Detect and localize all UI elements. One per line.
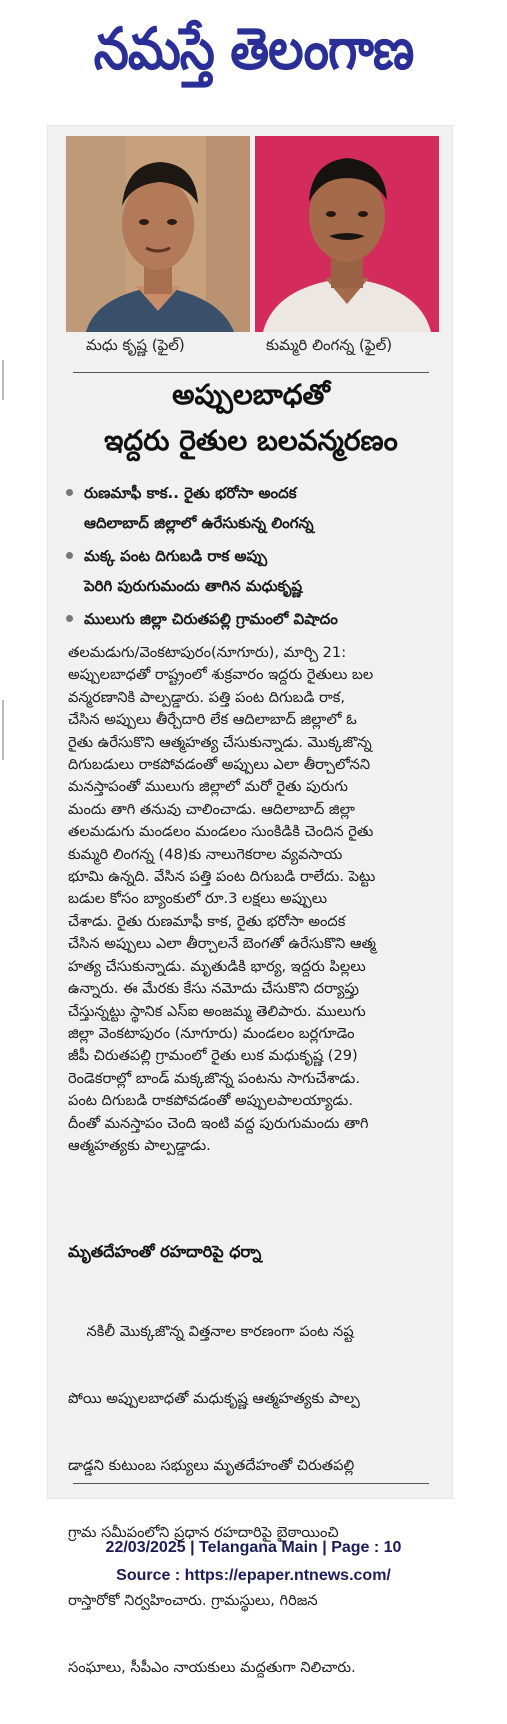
article-line: చేశాడు. రైతు రుణమాఫీ కాక, రైతు భరోసా అందక	[68, 912, 346, 930]
newspaper-title: నమస్తే తెలంగాణ	[93, 15, 414, 82]
article-line: కుమ్మరి లింగన్న (48)కు నాలుగెకరాల వ్యవసాయ	[68, 845, 343, 863]
article-line: బడుల కోసం బ్యాంకులో రూ.3 లక్షలు అప్పులు	[68, 890, 328, 908]
margin-mark	[2, 700, 4, 760]
portrait-right-image	[255, 136, 439, 332]
article-line: హత్య చేసుకున్నాడు. మృతుడికి భార్య, ఇద్దరు పిల్లలు	[68, 957, 366, 975]
bullet-text: ములుగు జిల్లా చిరుతపల్లి గ్రామంలో విషాదం	[84, 610, 338, 628]
article-line: భూమి ఉన్నది. వేసిన పత్తి పంట దిగుబడి రాలేదు. పెట్టు	[68, 868, 376, 886]
photo-kummari-linganna	[255, 136, 439, 332]
article-line: చేస్తున్నట్టు స్థానిక ఎస్ఐ అంజమ్మ తెలిపారు. ములుగు	[68, 1002, 366, 1020]
article-line: మందు తాగి తనువు చాలించాడు. ఆదిలాబాద్ జిల్లా	[68, 800, 355, 818]
photo-caption-left: మధు కృష్ణ (ఫైల్)	[86, 336, 185, 354]
article-line: తలమడుగు మండలం మండలం సుంకిడికి చెందిన రైతు	[68, 823, 374, 841]
subsection-line: సంఘాలు, సీపీఎం నాయకులు మద్దతుగా నిలిచారు.	[68, 1658, 356, 1676]
source-link[interactable]: Source : https://epaper.ntnews.com/	[116, 1567, 391, 1584]
article-line: అప్పులబాధతో రాష్ట్రంలో శుక్రవారం ఇద్దరు రైతులు బల	[68, 666, 374, 684]
subsection-line: నకిలీ మొక్కజొన్న విత్తనాల కారణంగా పంట నష్ట	[68, 1322, 354, 1340]
article-line: దీంతో మనస్తాపం చెంది ఇంటి వద్ద పురుగుమందు తాగి	[68, 1114, 369, 1132]
bullet-text: ఆదిలాబాద్ జిల్లాలో ఉరేసుకున్న లింగన్న	[84, 514, 314, 532]
article-line: రైతు ఉరేసుకొని ఆత్మహత్య చేసుకున్నాడు. మొక్కజొన్న	[68, 733, 372, 751]
article-line: పంట దిగుబడి రాకపోవడంతో అప్పులపాలయ్యాడు.	[68, 1092, 353, 1110]
headline-line-2: ఇద్దరు రైతుల బలవన్మరణం	[104, 424, 398, 457]
divider-top	[73, 372, 429, 373]
masthead	[0, 0, 507, 112]
bullet-text: మక్క పంట దిగుబడి రాక అప్పు	[84, 547, 268, 565]
article-line: దిగుబడులు రాకపోవడంతో అప్పులు ఎలా తీర్చాలోనని	[68, 756, 371, 774]
subsection-body	[68, 1276, 434, 1724]
article-line: జిల్లా వెంకటాపురం (నూగూరు) మండలం బర్లగూడెం	[68, 1024, 355, 1042]
bullet-text: రుణమాఫీ కాక.. రైతు భరోసా అందక	[84, 484, 297, 502]
photo-caption-right: కుమ్మరి లింగన్న (ఫైల్)	[266, 336, 393, 354]
article-line: చేసిన అప్పులు ఎలా తీర్చాలనే బెంగతో ఉరేసుకొని ఆత్మ	[68, 935, 376, 953]
subsection-line: రాస్తారోకో నిర్వహించారు. గ్రామస్థులు, గిరిజన	[68, 1591, 318, 1609]
photo-madhu-krishna	[66, 136, 250, 332]
article-line: రెండెకరాల్లో బాండ్ మక్కజొన్న పంటను సాగుచేశాడు.	[68, 1069, 360, 1087]
bullet-point-3	[66, 604, 446, 634]
article-line: ఉన్నారు. ఈ మేరకు కేసు నమోదు చేసుకొని దర్యాప్తు	[68, 980, 359, 998]
edition-info: 22/03/2025 | Telangana Main | Page : 10	[105, 1539, 402, 1556]
bullet-icon	[66, 489, 73, 496]
bullet-point-2	[66, 541, 446, 601]
bullet-icon	[66, 615, 73, 622]
article-line: చేసిన అప్పులు తీర్చేదారి లేక ఆదిలాబాద్ జిల్లాలో ఓ	[68, 711, 357, 729]
article-body	[68, 642, 434, 1157]
subsection-heading: మృతదేహంతో రహదారిపై ధర్నా	[68, 1242, 262, 1261]
subsection-line: గ్రామ సమీపంలోని ప్రధాన రహదారిపై బైఠాయించి	[68, 1524, 339, 1542]
margin-mark	[2, 360, 4, 400]
article-line: ఆత్మహత్యకు పాల్పడ్డాడు.	[68, 1136, 211, 1154]
headline-line-1: అప్పులబాధతో	[172, 378, 330, 411]
subsection-line: పోయి అప్పులబాధతో మధుకృష్ణ ఆత్మహత్యకు పాల్ప	[68, 1390, 360, 1408]
subsection-line: డాడ్డని కుటుంబ సభ్యులు మృతదేహంతో చిరుతపల్లి	[68, 1457, 355, 1475]
article-line: వన్మరణానికి పాల్పడ్డారు. పత్తి పంట దిగుబడి రాక,	[68, 688, 346, 706]
bullet-icon	[66, 552, 73, 559]
portrait-left-image	[66, 136, 250, 332]
article-line: జీపీ చిరుతపల్లి గ్రామంలో రైతు లుక మధుకృష్ణ (29)	[68, 1047, 358, 1065]
bullet-point-1	[66, 478, 446, 538]
article-line: మనస్తాపంతో ములుగు జిల్లాలో మరో రైతు పురుగు	[68, 778, 348, 796]
bullet-text: పెరిగి పురుగుమందు తాగిన మధుకృష్ణ	[84, 577, 303, 595]
article-line: తలమడుగు/వెంకటాపురం(నూగూరు), మార్చి 21:	[68, 644, 347, 661]
divider-bottom	[73, 1483, 429, 1484]
